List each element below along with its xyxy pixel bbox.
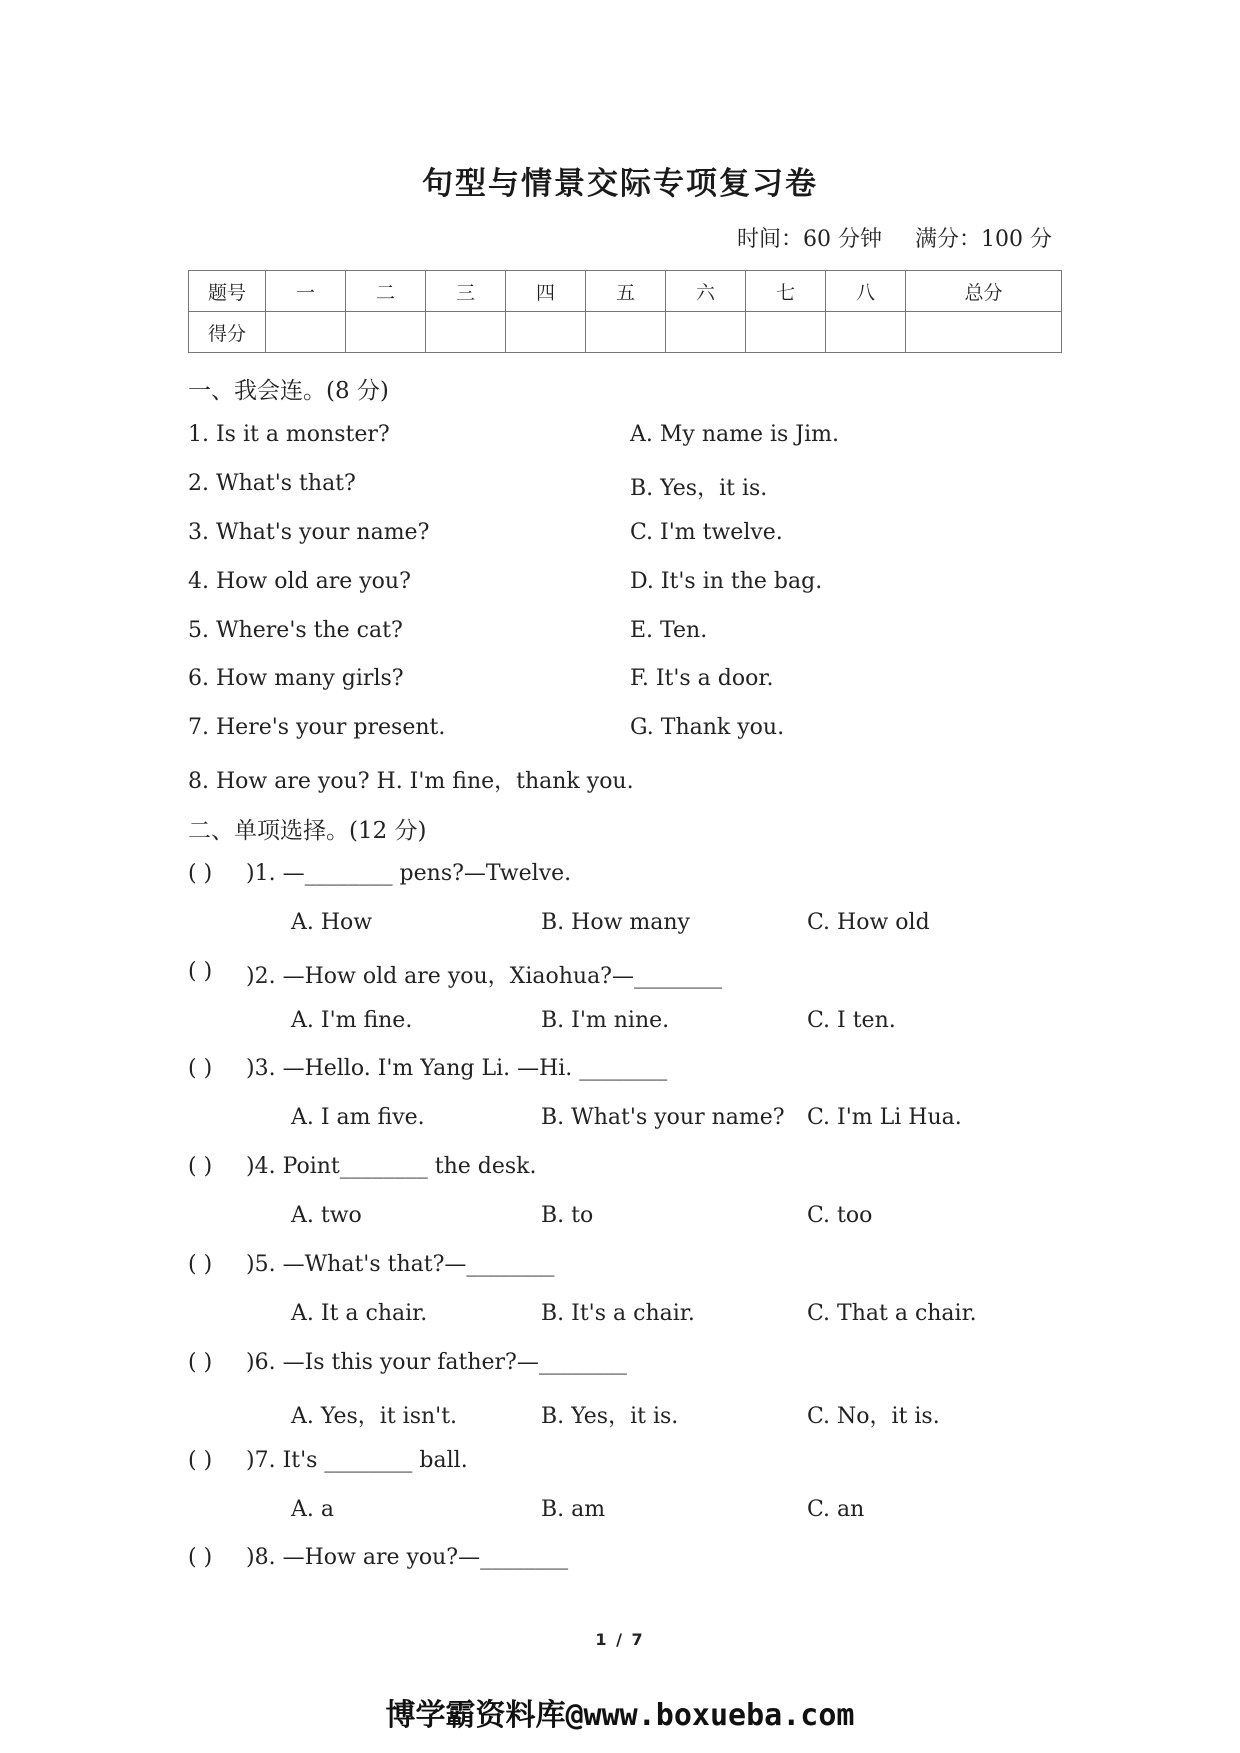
score-cell [746, 312, 826, 353]
exam-time: 时间：60 分钟 [737, 227, 882, 252]
answer-paren: ( ) [188, 1545, 213, 1570]
mc-option-3c: C. I'm Li Hua. [807, 1105, 962, 1130]
mc-question-2: )2. —How old are you，Xiaohua?—________ [246, 964, 722, 989]
page-number: 1 / 7 [595, 1630, 645, 1649]
mc-option-7c: C. an [807, 1497, 865, 1522]
mc-option-6b: B. Yes，it is. [541, 1404, 679, 1429]
score-cell [266, 312, 346, 353]
section1-heading: 一、我会连。(8 分) [188, 378, 389, 404]
score-col-4: 四 [506, 271, 586, 312]
mc-option-4b: B. to [541, 1203, 594, 1228]
match-answer-a: A. My name is Jim. [630, 422, 840, 447]
match-answer-b: B. Yes，it is. [630, 476, 768, 501]
mc-option-7b: B. am [541, 1497, 606, 1522]
mc-question-7: )7. It's ________ ball. [246, 1448, 468, 1473]
score-col-2: 二 [346, 271, 426, 312]
match-question-3: 3. What's your name? [188, 520, 430, 545]
mc-question-3: )3. —Hello. I'm Yang Li. —Hi. ________ [246, 1056, 668, 1081]
mc-option-1b: B. How many [541, 910, 690, 935]
mc-option-1a: A. How [291, 910, 373, 935]
score-cell [346, 312, 426, 353]
mc-option-4a: A. two [291, 1203, 362, 1228]
score-cell [826, 312, 906, 353]
match-question-4: 4. How old are you? [188, 569, 411, 594]
score-cell [506, 312, 586, 353]
score-cell [586, 312, 666, 353]
score-cell [666, 312, 746, 353]
score-table-score-row [189, 312, 1062, 353]
score-cell [906, 312, 1062, 353]
mc-option-6c: C. No，it is. [807, 1404, 940, 1429]
mc-option-2c: C. I ten. [807, 1008, 896, 1033]
answer-paren: ( ) [188, 1350, 213, 1375]
match-question-1: 1. Is it a monster? [188, 422, 390, 447]
section2-heading: 二、单项选择。(12 分) [188, 818, 427, 844]
match-question-6: 6. How many girls? [188, 666, 404, 691]
mc-option-2a: A. I'm fine. [291, 1008, 413, 1033]
mc-question-8: )8. —How are you?—________ [246, 1545, 569, 1570]
mc-question-6: )6. —Is this your father?—________ [246, 1350, 627, 1375]
match-answer-g: G. Thank you. [630, 715, 785, 740]
mc-option-3a: A. I am five. [291, 1105, 425, 1130]
score-table-header-label: 题号 [189, 271, 266, 312]
mc-question-5: )5. —What's that?—________ [246, 1252, 555, 1277]
mc-option-5b: B. It's a chair. [541, 1301, 695, 1326]
match-question-2: 2. What's that? [188, 471, 356, 496]
score-cell [426, 312, 506, 353]
mc-option-2b: B. I'm nine. [541, 1008, 670, 1033]
match-answer-e: E. Ten. [630, 618, 708, 643]
answer-paren: ( ) [188, 1252, 213, 1277]
mc-option-7a: A. a [291, 1497, 334, 1522]
score-table [188, 270, 1062, 353]
score-col-5: 五 [586, 271, 666, 312]
watermark: 博学霸资料库@www.boxueba.com [385, 1698, 855, 1733]
match-answer-c: C. I'm twelve. [630, 520, 783, 545]
exam-meta [711, 222, 1052, 253]
match-answer-f: F. It's a door. [630, 666, 774, 691]
score-col-7: 七 [746, 271, 826, 312]
match-answer-d: D. It's in the bag. [630, 569, 823, 594]
score-col-8: 八 [826, 271, 906, 312]
score-col-3: 三 [426, 271, 506, 312]
mc-option-4c: C. too [807, 1203, 873, 1228]
answer-paren: ( ) [188, 1154, 213, 1179]
mc-option-5c: C. That a chair. [807, 1301, 977, 1326]
mc-question-4: )4. Point________ the desk. [246, 1154, 537, 1179]
answer-paren: ( ) [188, 1056, 213, 1081]
mc-option-6a: A. Yes，it isn't. [291, 1404, 458, 1429]
answer-paren: ( ) [188, 1448, 213, 1473]
match-question-5: 5. Where's the cat? [188, 618, 403, 643]
mc-question-1: )1. —________ pens?—Twelve. [246, 861, 572, 886]
score-table-score-label: 得分 [189, 312, 266, 353]
score-table-header-row [189, 271, 1062, 312]
mc-option-1c: C. How old [807, 910, 930, 935]
answer-paren: ( ) [188, 861, 213, 886]
match-question-7: 7. Here's your present. [188, 715, 446, 740]
mc-option-5a: A. It a chair. [291, 1301, 428, 1326]
exam-full-score: 满分：100 分 [915, 227, 1052, 252]
score-col-6: 六 [666, 271, 746, 312]
score-col-1: 一 [266, 271, 346, 312]
page-title: 句型与情景交际专项复习卷 [422, 166, 818, 202]
score-col-total: 总分 [906, 271, 1062, 312]
mc-option-3b: B. What's your name? [541, 1105, 785, 1130]
answer-paren: ( ) [188, 959, 213, 984]
match-question-8: 8. How are you? H. I'm fine，thank you. [188, 769, 634, 794]
